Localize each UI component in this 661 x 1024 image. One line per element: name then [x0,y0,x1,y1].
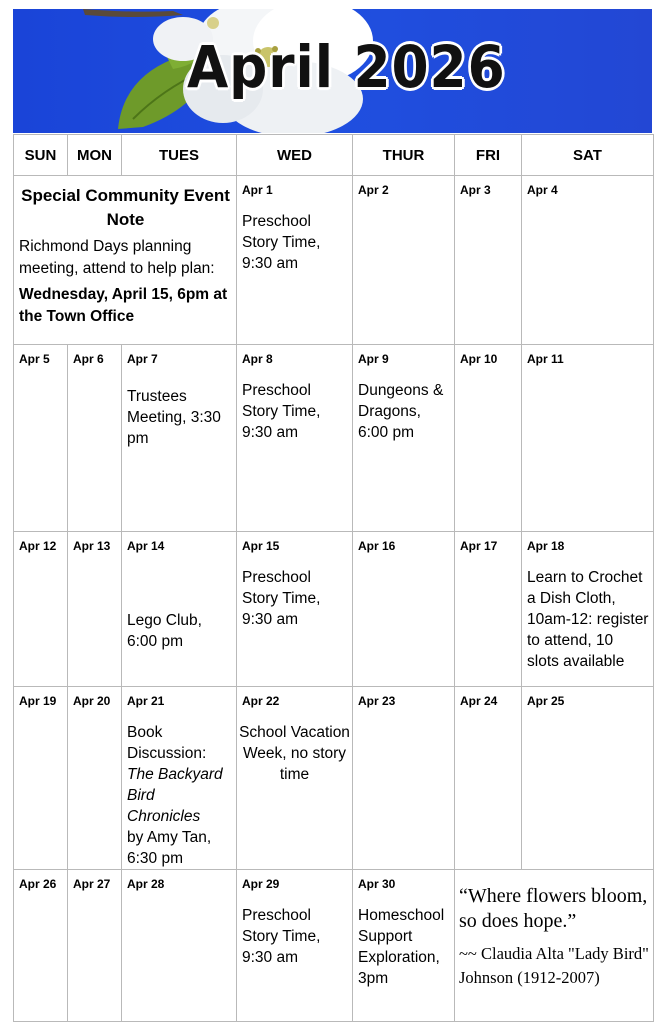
day-cell [455,532,522,687]
day-cell [455,687,522,870]
day-cell [68,870,122,1022]
event-text [122,708,236,869]
day-cell [353,176,455,345]
day-date: Apr 7 [127,352,158,366]
day-cell [522,176,654,345]
week-row [14,532,654,687]
day-cell [122,345,237,532]
day-date: Apr 21 [127,694,165,708]
day-cell [353,532,455,687]
event-text: School Vacation Week, no story time [239,724,350,783]
day-date: Apr 15 [242,539,280,553]
day-cell [14,345,68,532]
week-row [14,687,654,870]
event-text: Learn to Crochet a Dish Cloth, 10am-12: register to attend, 10 slots available [527,569,649,670]
quote-cell [455,870,654,1022]
day-cell [237,176,353,345]
day-cell [522,532,654,687]
day-cell [237,687,353,870]
week-row [14,870,654,1022]
day-date: Apr 18 [527,539,565,553]
day-date: Apr 19 [19,694,57,708]
event-text: Homeschool Support Exploration, 3pm [358,907,445,987]
quote-text: “Where flowers bloom, so does hope.” [459,885,648,932]
event-text: Lego Club, 6:00 pm [127,612,202,650]
event-text: Preschool Story Time, 9:30 am [242,213,321,272]
weekday-header: THUR [353,135,455,176]
day-date: Apr 24 [460,694,498,708]
day-cell [68,532,122,687]
day-date: Apr 5 [19,352,50,366]
quote-attribution: ~~ Claudia Alta "Lady Bird" Johnson (1912-2007) [459,944,649,987]
event-text: Preschool Story Time, 9:30 am [242,569,321,628]
day-date: Apr 4 [527,183,558,197]
event-text: Trustees Meeting, 3:30 pm [127,388,221,447]
day-date: Apr 23 [358,694,396,708]
event-text-part: Book Discussion: [127,724,207,762]
day-date: Apr 16 [358,539,396,553]
weekday-header-row [14,135,654,176]
weekday-header: SAT [522,135,654,176]
day-cell [353,345,455,532]
day-cell [68,345,122,532]
header-banner [13,9,652,133]
event-text: Preschool Story Time, 9:30 am [242,382,321,441]
day-cell [122,687,237,870]
day-date: Apr 20 [73,694,111,708]
weekday-header: TUES [122,135,237,176]
day-cell [353,687,455,870]
day-cell [14,870,68,1022]
book-title: The Backyard Bird Chronicles [127,766,223,825]
day-date: Apr 3 [460,183,491,197]
day-date: Apr 22 [242,694,280,708]
weekday-header: MON [68,135,122,176]
special-note-details: Wednesday, April 15, 6pm at the Town Office [19,286,228,325]
day-cell [14,532,68,687]
special-note-title: Special Community Event Note [21,186,230,229]
day-cell [522,345,654,532]
day-cell [14,687,68,870]
day-cell [68,687,122,870]
day-date: Apr 6 [73,352,104,366]
event-text: Dungeons & Dragons, 6:00 pm [358,382,444,441]
day-date: Apr 8 [242,352,273,366]
day-date: Apr 1 [242,183,273,197]
day-date: Apr 2 [358,183,389,197]
day-date: Apr 25 [527,694,565,708]
day-cell [353,870,455,1022]
day-date: Apr 14 [127,539,165,553]
event-text-part: by Amy Tan, 6:30 pm [127,829,212,867]
day-date: Apr 9 [358,352,389,366]
weekday-header: SUN [14,135,68,176]
event-text: Preschool Story Time, 9:30 am [242,907,321,966]
day-date: Apr 11 [527,352,564,366]
calendar-title: April 2026 [186,33,506,101]
calendar-grid [13,134,654,1022]
day-date: Apr 28 [127,877,165,891]
day-date: Apr 27 [73,877,111,891]
day-date: Apr 29 [242,877,280,891]
day-cell [122,532,237,687]
day-date: Apr 17 [460,539,498,553]
day-cell [522,687,654,870]
special-note-cell [14,176,237,345]
day-date: Apr 10 [460,352,498,366]
weekday-header: FRI [455,135,522,176]
day-date: Apr 26 [19,877,57,891]
day-date: Apr 13 [73,539,111,553]
special-note-body: Richmond Days planning meeting, attend to help plan: [19,238,215,277]
day-cell [237,870,353,1022]
weekday-header: WED [237,135,353,176]
day-cell [237,345,353,532]
day-cell [455,176,522,345]
day-date: Apr 30 [358,877,396,891]
day-cell [122,870,237,1022]
day-date: Apr 12 [19,539,57,553]
week-row [14,176,654,345]
day-cell [455,345,522,532]
week-row [14,345,654,532]
day-cell [237,532,353,687]
